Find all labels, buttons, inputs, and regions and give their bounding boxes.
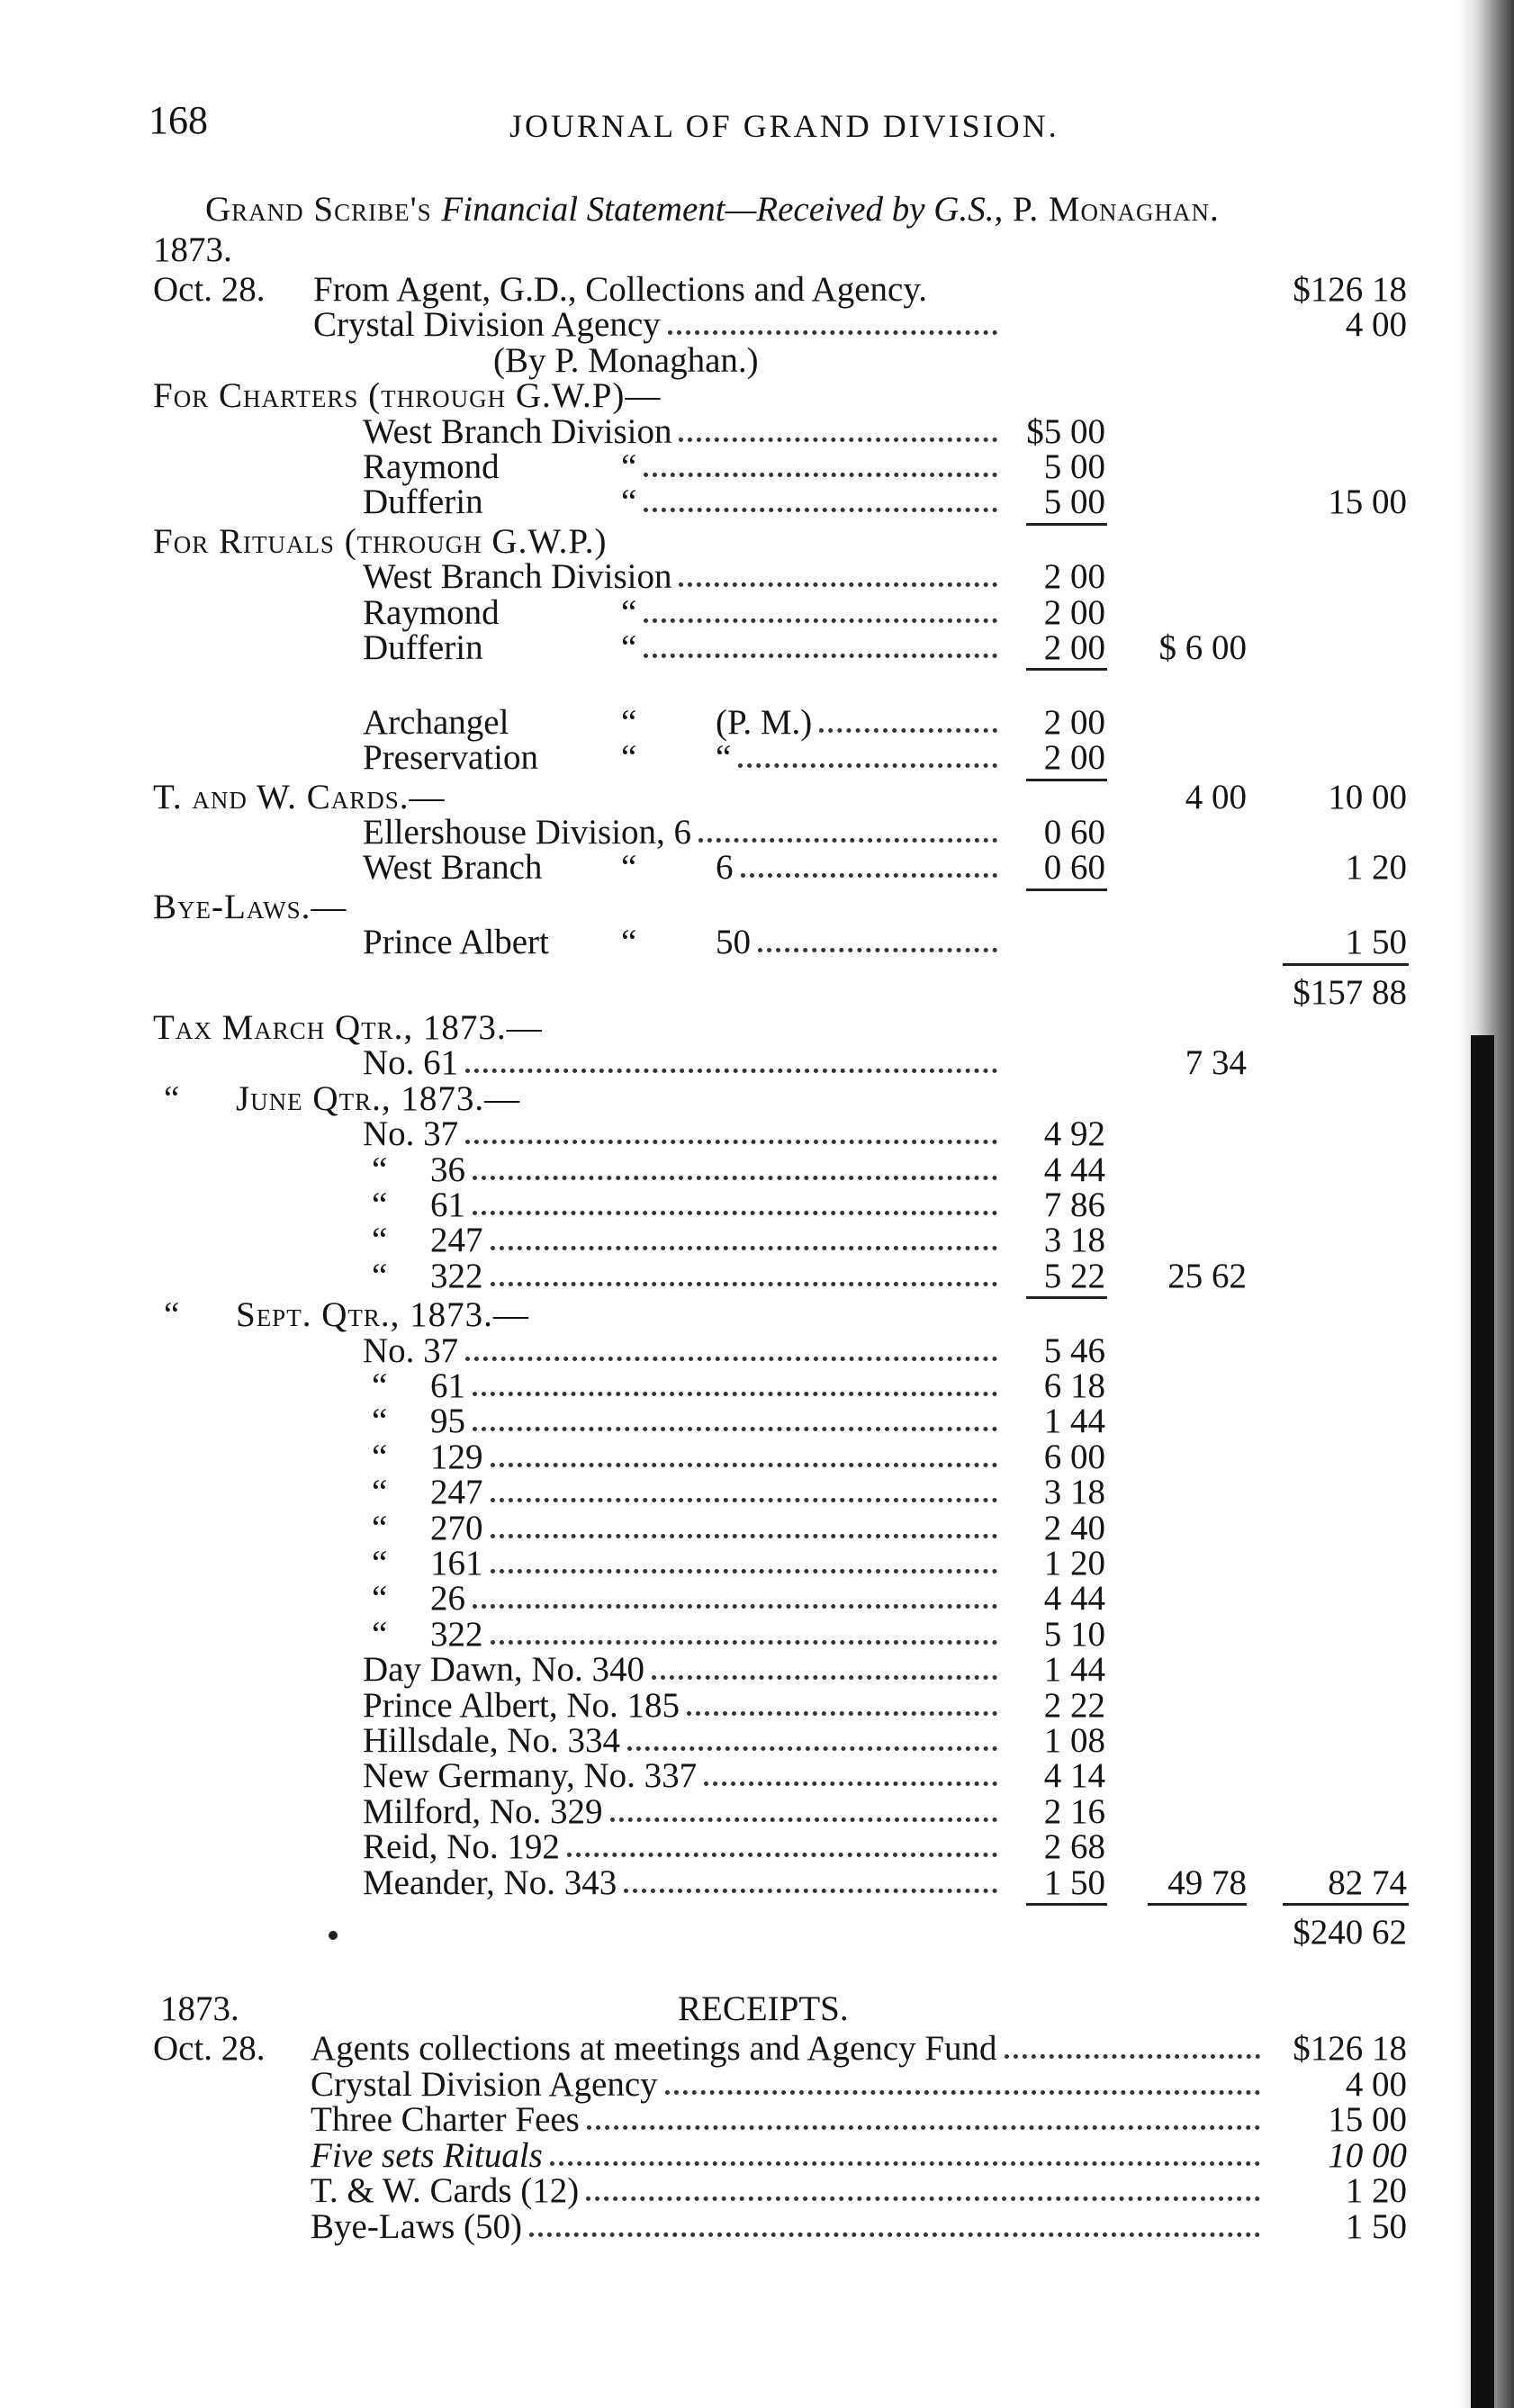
entry-label: 161 bbox=[430, 1544, 483, 1583]
amount-col-3: 82 74 bbox=[1328, 1862, 1407, 1902]
dot-leader bbox=[1005, 2054, 1260, 2059]
entry-label: No. 61 bbox=[363, 1043, 459, 1083]
amount-col-1: 2 00 bbox=[1043, 702, 1105, 742]
amount-col-3: $240 62 bbox=[1293, 1913, 1407, 1952]
receipt-amount: 1 50 bbox=[1345, 2206, 1407, 2246]
receipt-label: T. & W. Cards (12) bbox=[311, 2171, 580, 2210]
total-rule bbox=[1026, 523, 1107, 526]
amount-col-1: 1 50 bbox=[1043, 1862, 1105, 1902]
entry-detail: (P. M.) bbox=[716, 702, 813, 742]
dot-leader bbox=[465, 1140, 997, 1144]
group-heading: Bye-Laws.— bbox=[153, 887, 347, 926]
ditto-mark: “ bbox=[372, 1473, 388, 1512]
total-rule bbox=[1026, 1296, 1107, 1299]
amount-col-3: 15 00 bbox=[1328, 483, 1407, 522]
amount-col-3: $157 88 bbox=[1293, 972, 1407, 1012]
ink-speck bbox=[329, 1931, 338, 1940]
heading-part-1: Grand Scribe's bbox=[205, 190, 442, 229]
entry-label: Raymond bbox=[363, 592, 500, 632]
dot-leader bbox=[473, 1427, 997, 1431]
entry-label: Dufferin bbox=[363, 628, 483, 667]
dot-leader bbox=[465, 1069, 997, 1073]
ditto-mark: “ bbox=[164, 1078, 180, 1118]
amount-col-1: 4 44 bbox=[1043, 1150, 1105, 1189]
dot-leader bbox=[491, 1640, 998, 1645]
entry-detail: 50 bbox=[716, 923, 751, 962]
entry-label: 247 bbox=[430, 1221, 483, 1260]
dot-leader bbox=[819, 728, 997, 733]
dot-leader bbox=[644, 508, 997, 512]
dot-leader bbox=[610, 1817, 998, 1822]
dot-leader bbox=[473, 1392, 997, 1396]
entry-label: Prince Albert, No. 185 bbox=[363, 1685, 680, 1725]
amount-col-1: 2 00 bbox=[1043, 738, 1105, 778]
entry-label: No. 37 bbox=[363, 1114, 459, 1154]
entry-label: Ellershouse Division, 6 bbox=[363, 813, 692, 852]
entry-label: 270 bbox=[430, 1508, 483, 1547]
entry-label: 95 bbox=[430, 1402, 465, 1441]
receipt-label: Three Charter Fees bbox=[311, 2100, 580, 2139]
amount-col-1: 2 40 bbox=[1043, 1508, 1105, 1547]
entry-label: West Branch bbox=[363, 848, 543, 888]
amount-col-2: 7 34 bbox=[1185, 1043, 1247, 1083]
dot-leader bbox=[491, 1498, 998, 1502]
entry-date: Oct. 28. bbox=[153, 270, 266, 309]
group-heading: June Qtr., 1873.— bbox=[236, 1078, 521, 1118]
ditto-mark: “ bbox=[372, 1579, 388, 1619]
entry-label: Meander, No. 343 bbox=[363, 1862, 617, 1902]
ditto-mark: “ bbox=[621, 848, 637, 888]
amount-col-1: 4 92 bbox=[1043, 1114, 1105, 1154]
dot-leader bbox=[652, 1675, 997, 1680]
amount-col-1: 1 20 bbox=[1043, 1544, 1105, 1583]
ditto-mark: “ bbox=[621, 447, 637, 486]
dot-leader bbox=[473, 1211, 997, 1215]
dot-leader bbox=[687, 1711, 997, 1716]
dot-leader bbox=[491, 1463, 998, 1467]
entry-label: Crystal Division Agency bbox=[313, 305, 661, 345]
total-rule bbox=[1026, 888, 1107, 891]
entry-label: Dufferin bbox=[363, 483, 483, 522]
dot-leader bbox=[473, 1176, 997, 1180]
receipt-amount: 4 00 bbox=[1345, 2064, 1407, 2104]
amount-col-2: 25 62 bbox=[1167, 1256, 1247, 1295]
amount-col-3: 1 20 bbox=[1345, 848, 1407, 888]
year-label: 1873. bbox=[153, 230, 232, 269]
page-edge-dark bbox=[1471, 1035, 1494, 2408]
total-rule bbox=[1026, 668, 1107, 671]
entry-label: Hillsdale, No. 334 bbox=[363, 1721, 620, 1760]
entry-label: Archangel bbox=[363, 702, 509, 742]
dot-leader bbox=[741, 873, 998, 878]
receipt-label: Agents collections at meetings and Agency Fund bbox=[311, 2029, 997, 2068]
dot-leader bbox=[491, 1246, 998, 1250]
dot-leader bbox=[586, 2196, 1260, 2201]
dot-leader bbox=[679, 437, 997, 442]
entry-label: West Branch Division bbox=[363, 411, 672, 451]
entry-label: No. 37 bbox=[363, 1330, 459, 1370]
entry-label: Raymond bbox=[363, 447, 500, 486]
heading-part-3: P. Monaghan. bbox=[1003, 190, 1220, 229]
entry-label: 247 bbox=[430, 1473, 483, 1512]
entry-label: 129 bbox=[430, 1437, 483, 1476]
ditto-mark: “ bbox=[372, 1366, 388, 1405]
amount-col-1: 2 16 bbox=[1043, 1791, 1105, 1831]
amount-col-1: 2 00 bbox=[1043, 592, 1105, 632]
receipt-date: Oct. 28. bbox=[153, 2029, 266, 2068]
receipts-title: RECEIPTS. bbox=[678, 1989, 849, 2028]
dot-leader bbox=[644, 473, 997, 477]
dot-leader bbox=[704, 1781, 997, 1786]
heading-part-2: Financial Statement—Received by G.S., bbox=[441, 190, 1004, 229]
amount-col-1: 0 60 bbox=[1043, 813, 1105, 852]
amount-col-1: 2 68 bbox=[1043, 1827, 1105, 1867]
dot-leader bbox=[473, 1604, 997, 1609]
dot-leader bbox=[698, 838, 997, 843]
receipt-label: Crystal Division Agency bbox=[311, 2064, 658, 2104]
ditto-mark: “ bbox=[372, 1614, 388, 1654]
entry-detail: 6 bbox=[716, 848, 734, 888]
amount-col-2: $ 6 00 bbox=[1158, 628, 1247, 667]
ditto-mark: “ bbox=[372, 1221, 388, 1260]
entry-label: Prince Albert bbox=[363, 923, 549, 962]
amount-col-1: 7 86 bbox=[1043, 1186, 1105, 1224]
receipt-amount: $126 18 bbox=[1293, 2029, 1407, 2068]
ditto-mark: “ bbox=[372, 1150, 388, 1189]
dot-leader bbox=[665, 2090, 1260, 2095]
amount-col-2: 49 78 bbox=[1167, 1862, 1247, 1902]
entry-label: New Germany, No. 337 bbox=[363, 1756, 698, 1796]
amount-col-1: 3 18 bbox=[1043, 1473, 1105, 1512]
amount-col-1: 1 44 bbox=[1043, 1402, 1105, 1441]
ditto-mark: “ bbox=[621, 628, 637, 667]
amount-col-1: 2 22 bbox=[1043, 1685, 1105, 1725]
entry-label: 26 bbox=[430, 1579, 465, 1619]
total-rule bbox=[1283, 1903, 1409, 1906]
receipt-amount: 10 00 bbox=[1328, 2135, 1407, 2175]
amount-col-3: 10 00 bbox=[1328, 777, 1407, 816]
amount-col-1: 5 00 bbox=[1043, 483, 1105, 522]
entry-label: 322 bbox=[430, 1614, 483, 1654]
amount-col-3: $126 18 bbox=[1293, 270, 1407, 309]
group-heading: For Charters (through G.W.P)— bbox=[153, 376, 662, 416]
entry-label: West Branch Division bbox=[363, 557, 672, 597]
amount-col-1: 5 00 bbox=[1043, 447, 1105, 486]
group-heading: T. and W. Cards.— bbox=[153, 777, 446, 816]
amount-col-1: 5 46 bbox=[1043, 1330, 1105, 1370]
entry-label: From Agent, G.D., Collections and Agency. bbox=[313, 270, 928, 309]
ditto-mark: “ bbox=[372, 1402, 388, 1441]
ditto-mark: “ bbox=[372, 1508, 388, 1547]
ditto-mark: “ bbox=[372, 1186, 388, 1224]
receipt-label: Five sets Rituals bbox=[311, 2135, 543, 2175]
ditto-mark: “ bbox=[621, 483, 637, 522]
amount-col-1: 4 44 bbox=[1043, 1579, 1105, 1619]
amount-col-1: 1 44 bbox=[1043, 1650, 1105, 1690]
ditto-mark: “ bbox=[372, 1544, 388, 1583]
ditto-mark: “ bbox=[621, 738, 637, 778]
amount-col-3: 1 50 bbox=[1345, 923, 1407, 962]
amount-col-1: 3 18 bbox=[1043, 1221, 1105, 1260]
receipts-year: 1873. bbox=[160, 1989, 239, 2028]
amount-col-1: 6 00 bbox=[1043, 1437, 1105, 1476]
receipt-amount: 1 20 bbox=[1345, 2171, 1407, 2210]
dot-leader bbox=[627, 1746, 997, 1751]
dot-leader bbox=[491, 1282, 998, 1286]
total-rule bbox=[1026, 1903, 1107, 1906]
amount-col-1: $5 00 bbox=[1026, 411, 1105, 451]
entry-label: 36 bbox=[430, 1150, 465, 1189]
dot-leader bbox=[668, 330, 997, 335]
dot-leader bbox=[587, 2125, 1260, 2130]
statement-heading bbox=[205, 192, 1220, 227]
amount-col-1: 0 60 bbox=[1043, 848, 1105, 888]
amount-col-2: 4 00 bbox=[1185, 777, 1247, 816]
ditto-mark: “ bbox=[621, 702, 637, 742]
entry-detail: “ bbox=[716, 738, 732, 778]
total-rule bbox=[1283, 963, 1409, 966]
amount-col-1: 6 18 bbox=[1043, 1366, 1105, 1405]
group-heading: Sept. Qtr., 1873.— bbox=[236, 1295, 529, 1335]
running-title: JOURNAL OF GRAND DIVISION. bbox=[509, 108, 1059, 144]
amount-col-1: 2 00 bbox=[1043, 628, 1105, 667]
amount-col-1: 4 14 bbox=[1043, 1756, 1105, 1796]
receipt-label: Bye-Laws (50) bbox=[311, 2206, 523, 2246]
ditto-mark: “ bbox=[372, 1256, 388, 1295]
dot-leader bbox=[529, 2232, 1260, 2237]
group-heading: For Rituals (through G.W.P.) bbox=[153, 521, 608, 561]
entry-label: 322 bbox=[430, 1256, 483, 1295]
ditto-mark: “ bbox=[621, 923, 637, 962]
entry-label: 61 bbox=[430, 1366, 465, 1405]
page-number: 168 bbox=[149, 98, 208, 142]
dot-leader bbox=[491, 1534, 998, 1538]
dot-leader bbox=[624, 1889, 997, 1893]
amount-col-1: 5 22 bbox=[1043, 1256, 1105, 1295]
ditto-mark: “ bbox=[621, 592, 637, 632]
entry-label: Reid, No. 192 bbox=[363, 1827, 560, 1867]
entry-label: 61 bbox=[430, 1186, 465, 1224]
receipt-amount: 15 00 bbox=[1328, 2100, 1407, 2139]
dot-leader bbox=[567, 1853, 997, 1857]
ditto-mark: “ bbox=[372, 1437, 388, 1476]
entry-label: (By P. Monaghan.) bbox=[493, 340, 759, 380]
amount-col-1: 2 00 bbox=[1043, 557, 1105, 597]
amount-col-1: 5 10 bbox=[1043, 1614, 1105, 1654]
entry-label: Preservation bbox=[363, 738, 538, 778]
dot-leader bbox=[738, 763, 997, 768]
amount-col-3: 4 00 bbox=[1345, 305, 1407, 345]
total-rule bbox=[1026, 779, 1107, 781]
dot-leader bbox=[550, 2161, 1260, 2166]
dot-leader bbox=[465, 1357, 997, 1361]
entry-label: Milford, No. 329 bbox=[363, 1791, 603, 1831]
group-heading: Tax March Qtr., 1873.— bbox=[153, 1008, 543, 1047]
total-rule bbox=[1148, 1903, 1247, 1906]
dot-leader bbox=[491, 1569, 998, 1574]
entry-label: Day Dawn, No. 340 bbox=[363, 1650, 645, 1690]
ditto-mark: “ bbox=[164, 1295, 180, 1335]
dot-leader bbox=[644, 618, 997, 623]
dot-leader bbox=[758, 948, 997, 952]
dot-leader bbox=[679, 582, 997, 587]
amount-col-1: 1 08 bbox=[1043, 1721, 1105, 1760]
dot-leader bbox=[644, 654, 997, 658]
